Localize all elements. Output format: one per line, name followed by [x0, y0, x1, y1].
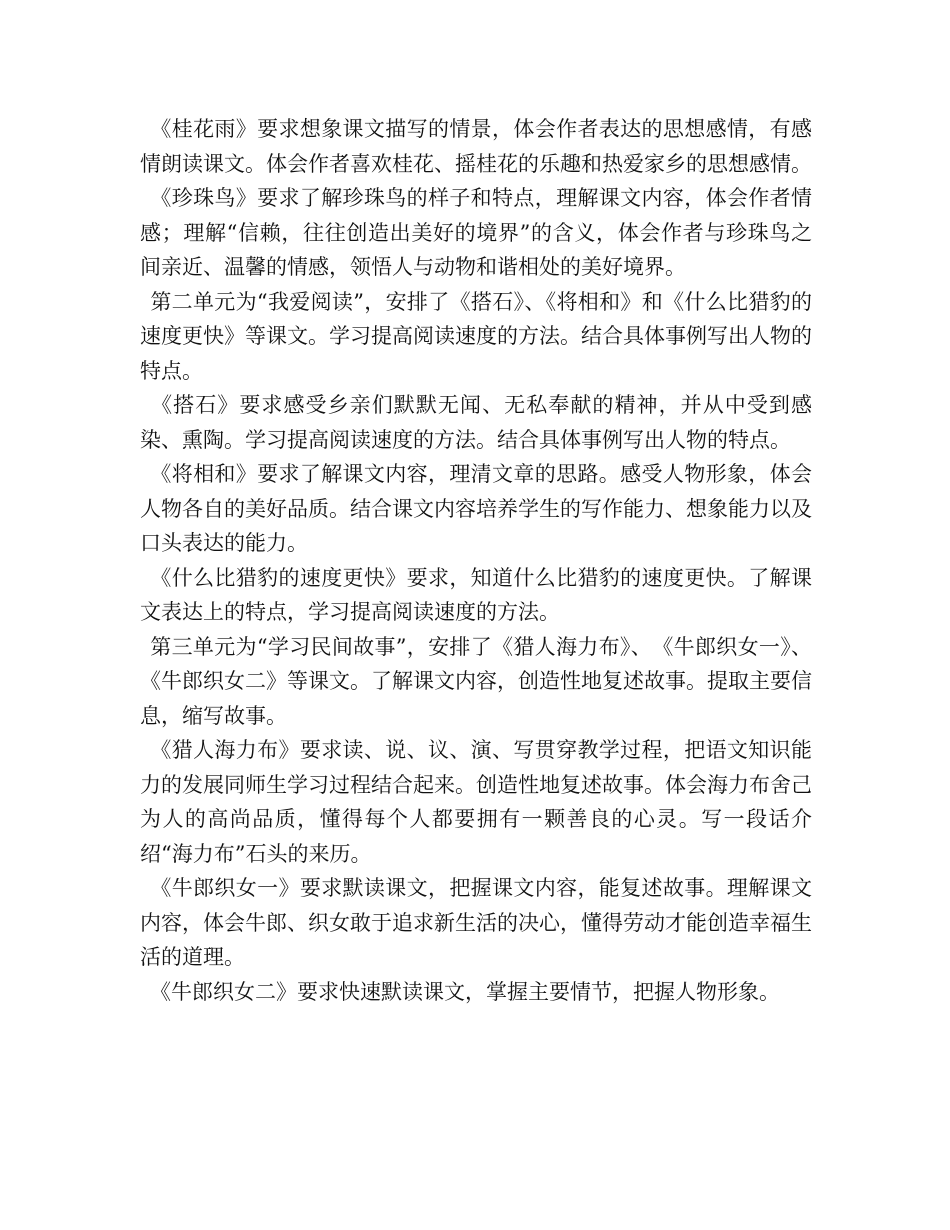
paragraph-text: 《搭石》要求感受乡亲们默默无闻、无私奉献的精神，并从中受到感染、熏陶。学习提高阅读速度的方法。结合具体事例写出人物的特点。 [140, 393, 812, 452]
paragraph-text: 《什么比猎豹的速度更快》要求，知道什么比猎豹的速度更快。了解课文表达上的特点，学习提高阅读速度的方法。 [140, 565, 812, 624]
paragraph-text: 第二单元为“我爱阅读”，安排了《搭石》、《将相和》和《什么比猎豹的速度更快》等课文。学习提高阅读速度的方法。结合具体事例写出人物的特点。 [140, 289, 812, 383]
paragraph-text: 《珍珠鸟》要求了解珍珠鸟的样子和特点，理解课文内容，体会作者情感；理解“信赖，往往创造出美好的境界”的含义，体会作者与珍珠鸟之间亲近、温馨的情感，领悟人与动物和谐相处的美好境界。 [140, 186, 812, 279]
paragraph-unit-two [140, 285, 812, 389]
paragraph-niulang-one [140, 871, 812, 975]
paragraph-hailibu [140, 733, 812, 871]
paragraph-text: 《桂花雨》要求想象课文描写的情景，体会作者表达的思想感情，有感情朗读课文。体会作者喜欢桂花、摇桂花的乐趣和热爱家乡的思想感情。 [140, 117, 812, 176]
paragraph-text: 《牛郎织女一》要求默读课文，把握课文内容，能复述故事。理解课文内容，体会牛郎、织女敢于追求新生活的决心，懂得劳动才能创造幸福生活的道理。 [140, 876, 812, 969]
paragraph-text: 《牛郎织女二》要求快速默读课文，掌握主要情节，把握人物形象。 [150, 979, 780, 1004]
paragraph-liebao [140, 561, 812, 630]
paragraph-text: 《猎人海力布》要求读、说、议、演、写贯穿教学过程，把语文知识能力的发展同师生学习过程结合起来。创造性地复述故事。体会海力布舍己为人的高尚品质，懂得每个人都要拥有一颗善良的心灵。写一段话介绍“海力布”石头的来历。 [140, 738, 812, 866]
paragraph-unit-three [140, 630, 812, 734]
paragraph-text: 《将相和》要求了解课文内容，理清文章的思路。感受人物形象，体会人物各自的美好品质。结合课文内容培养学生的写作能力、想象能力以及口头表达的能力。 [140, 462, 812, 555]
paragraph-guihuayu [140, 112, 812, 181]
paragraph-jiangxianghe [140, 457, 812, 561]
paragraph-dashi [140, 388, 812, 457]
paragraph-niulang-two [140, 975, 812, 1010]
document-body [140, 112, 812, 1009]
paragraph-zhenzhuniao [140, 181, 812, 285]
paragraph-text: 第三单元为“学习民间故事”，安排了《猎人海力布》、 《牛郎织女一》、《牛郎织女二》等课文。了解课文内容，创造性地复述故事。提取主要信息，缩写故事。 [140, 634, 812, 728]
